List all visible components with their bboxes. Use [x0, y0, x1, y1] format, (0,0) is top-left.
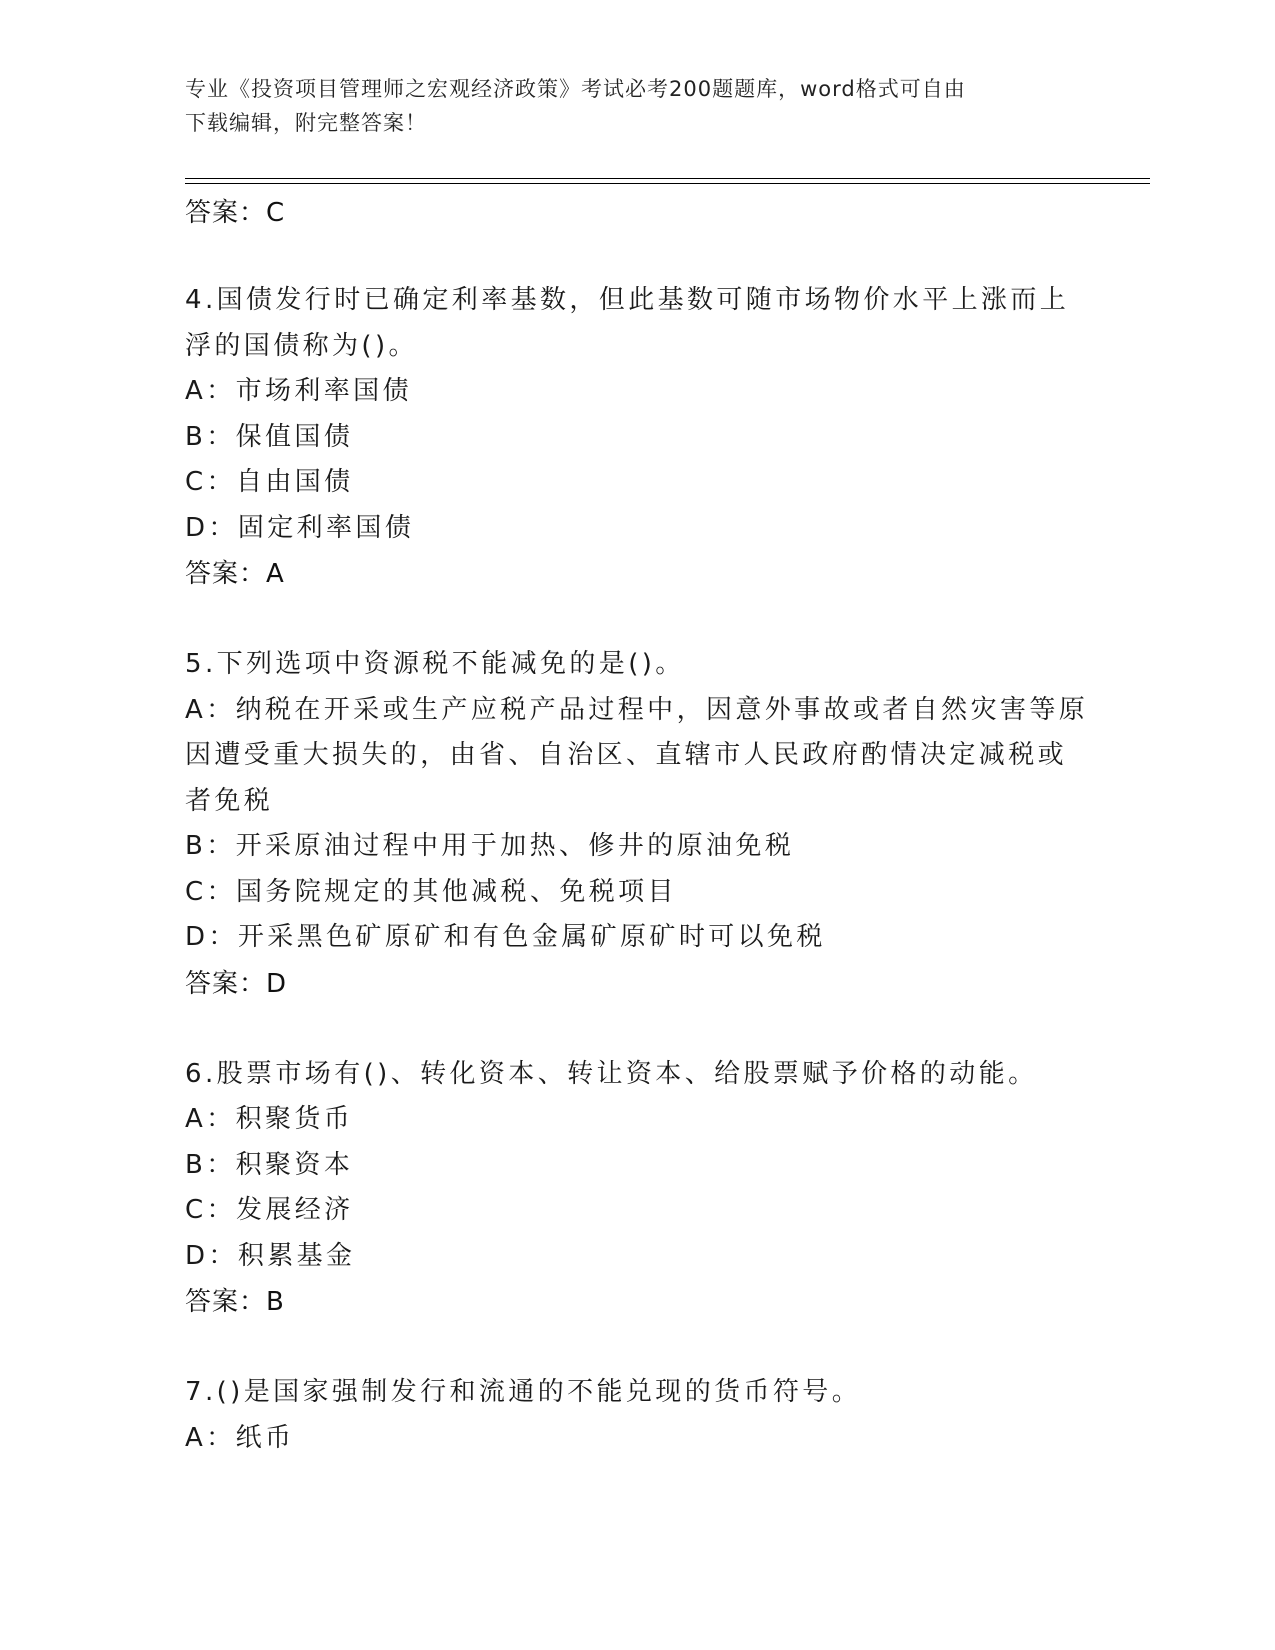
- answer: 答案：A: [185, 559, 285, 589]
- option-b: B：开采原油过程中用于加热、修井的原油免税: [185, 831, 795, 861]
- question-stem: 浮的国债称为()。: [185, 330, 418, 361]
- option-a: A：市场利率国债: [185, 376, 412, 406]
- option-a: A：纳税在开采或生产应税产品过程中，因意外事故或者自然灾害等原: [185, 694, 1089, 725]
- option-a: A：纸币: [185, 1422, 295, 1453]
- question-stem: 7.()是国家强制发行和流通的不能兑现的货币符号。: [185, 1377, 862, 1407]
- option-d: D：固定利率国债: [185, 512, 415, 543]
- header-line-1: 专业《投资项目管理师之宏观经济政策》考试必考200题题库，word格式可自由: [185, 77, 966, 101]
- option-b: B：保值国债: [185, 421, 354, 452]
- question-stem: 5.下列选项中资源税不能减免的是()。: [185, 649, 685, 679]
- option-c: C：自由国债: [185, 467, 354, 497]
- option-d: D：积累基金: [185, 1240, 356, 1271]
- answer: 答案：D: [185, 968, 288, 999]
- option-d: D：开采黑色矿原矿和有色金属矿原矿时可以免税: [185, 922, 826, 952]
- option-c: C：国务院规定的其他减税、免税项目: [185, 876, 677, 907]
- option-b: B：积聚资本: [185, 1149, 354, 1180]
- question-block: [185, 642, 1105, 1007]
- option-a-continued: 者免税: [185, 785, 274, 816]
- option-c: C：发展经济: [185, 1195, 354, 1225]
- question-stem: 6.股票市场有()、转化资本、转让资本、给股票赋予价格的动能。: [185, 1058, 1038, 1089]
- question-list: [185, 190, 1105, 1461]
- option-a-continued: 因遭受重大损失的，由省、自治区、直辖市人民政府酌情决定减税或: [185, 740, 1068, 770]
- header-divider-thin: [185, 183, 1150, 184]
- question-stem: 4.国债发行时已确定利率基数，但此基数可随市场物价水平上涨而上: [185, 285, 1070, 315]
- previous-answer: 答案：C: [185, 198, 286, 228]
- header-divider-thick: [185, 178, 1150, 179]
- question-block: [185, 278, 1105, 597]
- header-line-2: 下载编辑，附完整答案！: [185, 111, 427, 135]
- question-block: [185, 1370, 1105, 1461]
- answer: 答案：B: [185, 1287, 285, 1317]
- option-a: A：积聚货币: [185, 1104, 354, 1134]
- question-block: [185, 1052, 1105, 1326]
- document-header: [185, 72, 1085, 140]
